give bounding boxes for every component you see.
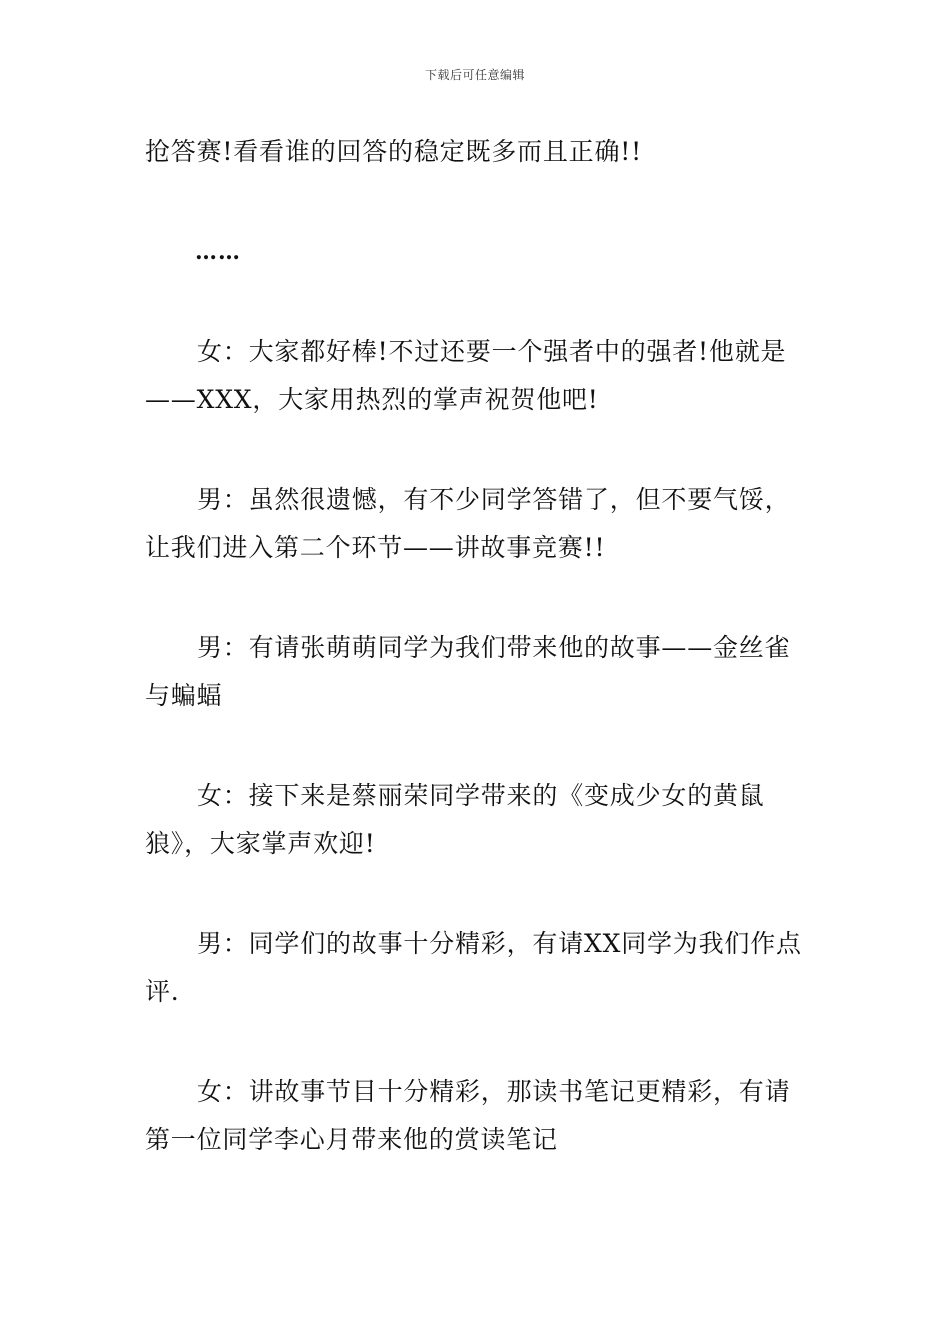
- paragraph-line: 女：大家都好棒!不过还要一个强者中的强者!他就是: [197, 337, 787, 366]
- ellipsis-text: ……: [195, 239, 241, 265]
- paragraph-line: 评.: [145, 977, 180, 1006]
- paragraph-female-host-2: [145, 772, 810, 868]
- paragraph-male-host-3: [145, 920, 810, 1016]
- paragraph-male-host-2: [145, 624, 810, 720]
- paragraph-line: 第一位同学李心月带来他的赏读笔记: [145, 1125, 558, 1154]
- paragraph-line: 让我们进入第二个环节——讲故事竞赛!!: [145, 533, 606, 562]
- paragraph-line: 女：讲故事节目十分精彩，那读书笔记更精彩，有请: [197, 1077, 791, 1106]
- paragraph-ellipsis: [145, 228, 810, 276]
- paragraph-male-host-1: [145, 476, 810, 572]
- paragraph-female-host-3: [145, 1068, 810, 1164]
- paragraph-line: 男：同学们的故事十分精彩，有请XX同学为我们作点: [197, 929, 802, 958]
- paragraph-female-host-1: [145, 328, 810, 424]
- paragraph-line: 女：接下来是蔡丽荣同学带来的《变成少女的黄鼠: [197, 781, 765, 810]
- paragraph-line: 狼》，大家掌声欢迎!: [145, 829, 376, 858]
- paragraph-line: 抢答赛!看看谁的回答的稳定既多而且正确!!: [145, 137, 642, 166]
- paragraph-quiz: [145, 128, 810, 176]
- paragraph-line: 男：有请张萌萌同学为我们带来他的故事——金丝雀: [197, 633, 791, 662]
- document-body: [145, 128, 810, 1216]
- page-header: 下载后可任意编辑: [424, 68, 525, 82]
- paragraph-line: 与蝙蝠: [145, 681, 223, 710]
- paragraph-line: 男：虽然很遗憾，有不少同学答错了，但不要气馁，: [197, 485, 791, 514]
- paragraph-line: ——XXX，大家用热烈的掌声祝贺他吧!: [145, 385, 599, 414]
